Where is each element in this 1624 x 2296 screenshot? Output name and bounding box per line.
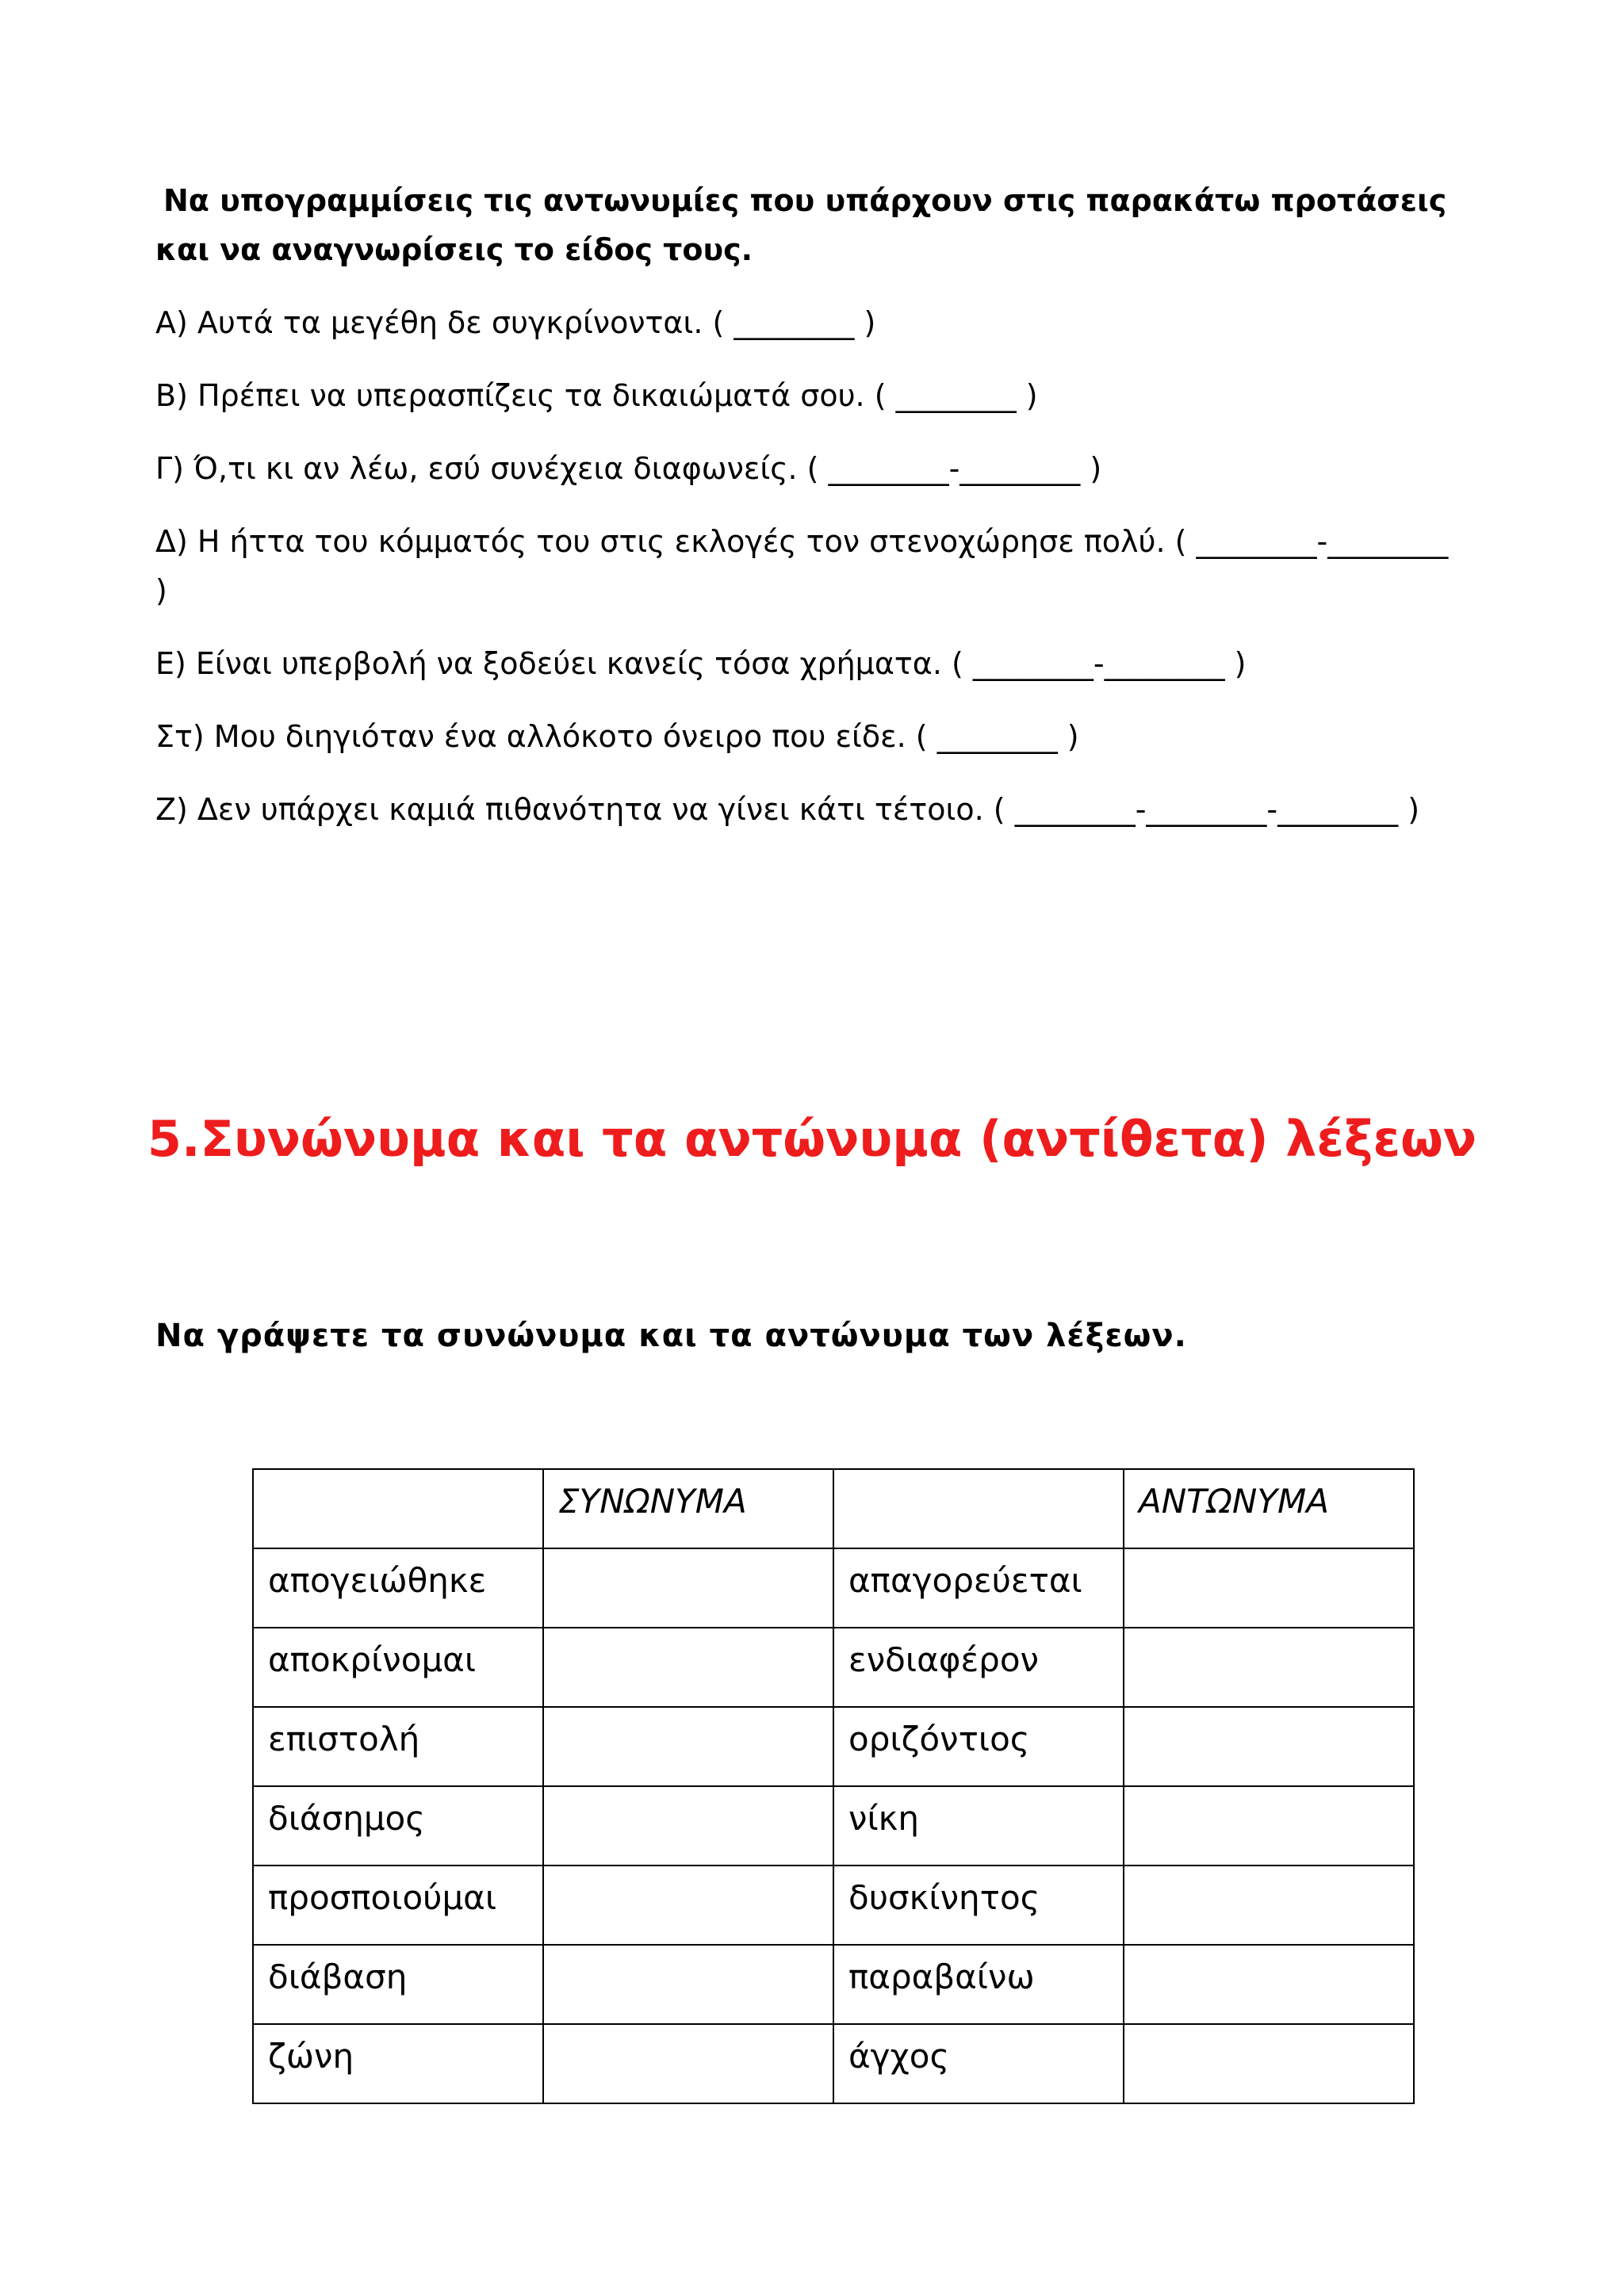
- pronoun-exercise-list: [155, 298, 1456, 858]
- header-synonyms: ΣΥΝΩΝΥΜΑ: [543, 1469, 833, 1548]
- exercise-item-st: Στ) Μου διηγιόταν ένα αλλόκοτο όνειρο που είδε. ( ________ ): [155, 719, 1079, 754]
- antonym-answer-cell[interactable]: [1124, 1866, 1414, 1945]
- header-antonyms: ΑΝΤΩΝΥΜΑ: [1124, 1469, 1414, 1548]
- exercise-item-a: Α) Αυτά τα μεγέθη δε συγκρίνονται. ( ________ ): [155, 305, 876, 340]
- antonym-source-word: ενδιαφέρον: [833, 1628, 1124, 1707]
- antonym-source-word: άγχος: [833, 2024, 1124, 2103]
- antonym-answer-cell[interactable]: [1124, 1548, 1414, 1628]
- synonym-source-word: ζώνη: [253, 2024, 543, 2103]
- table-row: [253, 1866, 1414, 1945]
- antonym-source-word: δυσκίνητος: [833, 1866, 1124, 1945]
- antonym-source-word: απαγορεύεται: [833, 1548, 1124, 1628]
- synonym-answer-cell[interactable]: [543, 1707, 833, 1786]
- synonym-answer-cell[interactable]: [543, 1628, 833, 1707]
- exercise-item-c: Γ) Ό,τι κι αν λέω, εσύ συνέχεια διαφωνείς. ( ________-________ ): [155, 451, 1102, 486]
- exercise-item-e: Ε) Είναι υπερβολή να ξοδεύει κανείς τόσα χρήματα. ( ________-________ ): [155, 646, 1247, 681]
- antonym-answer-cell[interactable]: [1124, 1628, 1414, 1707]
- header-word-column: [253, 1469, 543, 1548]
- section-title: 5.Συνώνυμα και τα αντώνυμα (αντίθετα) λέξεων: [147, 1110, 1477, 1168]
- table-row: [253, 1707, 1414, 1786]
- synonym-answer-cell[interactable]: [543, 2024, 833, 2103]
- synonym-source-word: απογειώθηκε: [253, 1548, 543, 1628]
- antonym-answer-cell[interactable]: [1124, 2024, 1414, 2103]
- antonym-source-word: παραβαίνω: [833, 1945, 1124, 2024]
- synonym-source-word: διάβαση: [253, 1945, 543, 2024]
- header-word-column-2: [833, 1469, 1124, 1548]
- table-row: [253, 1628, 1414, 1707]
- synonym-source-word: προσποιούμαι: [253, 1866, 543, 1945]
- antonym-source-word: οριζόντιος: [833, 1707, 1124, 1786]
- pronoun-exercise-instruction: [155, 176, 1456, 274]
- synonym-answer-cell[interactable]: [543, 1945, 833, 2024]
- synonym-source-word: αποκρίνομαι: [253, 1628, 543, 1707]
- antonym-answer-cell[interactable]: [1124, 1945, 1414, 2024]
- exercise-item-d: Δ) Η ήττα του κόμματός του στις εκλογές τον στενοχώρησε πολύ. ( ________-________ ): [155, 524, 1458, 608]
- table-row: [253, 1786, 1414, 1866]
- table-header-row: [253, 1469, 1414, 1548]
- synonym-answer-cell[interactable]: [543, 1548, 833, 1628]
- exercise-item-z: Ζ) Δεν υπάρχει καμιά πιθανότητα να γίνει κάτι τέτοιο. ( ________-________-________ ): [155, 792, 1420, 827]
- table-row: [253, 2024, 1414, 2103]
- antonym-source-word: νίκη: [833, 1786, 1124, 1866]
- instruction-text: Να υπογραμμίσεις τις αντωνυμίες που υπάρχουν στις παρακάτω προτάσεις και να αναγνωρίσεις το είδος τους.: [155, 183, 1447, 267]
- antonym-answer-cell[interactable]: [1124, 1786, 1414, 1866]
- synonyms-task-instruction: Να γράψετε τα συνώνυμα και τα αντώνυμα των λέξεων.: [155, 1318, 1187, 1354]
- antonym-answer-cell[interactable]: [1124, 1707, 1414, 1786]
- table-row: [253, 1945, 1414, 2024]
- synonym-source-word: επιστολή: [253, 1707, 543, 1786]
- exercise-item-b: Β) Πρέπει να υπερασπίζεις τα δικαιώματά σου. ( ________ ): [155, 378, 1038, 413]
- synonym-source-word: διάσημος: [253, 1786, 543, 1866]
- synonym-answer-cell[interactable]: [543, 1866, 833, 1945]
- synonyms-antonyms-table: [252, 1468, 1415, 2104]
- synonym-answer-cell[interactable]: [543, 1786, 833, 1866]
- table-row: [253, 1548, 1414, 1628]
